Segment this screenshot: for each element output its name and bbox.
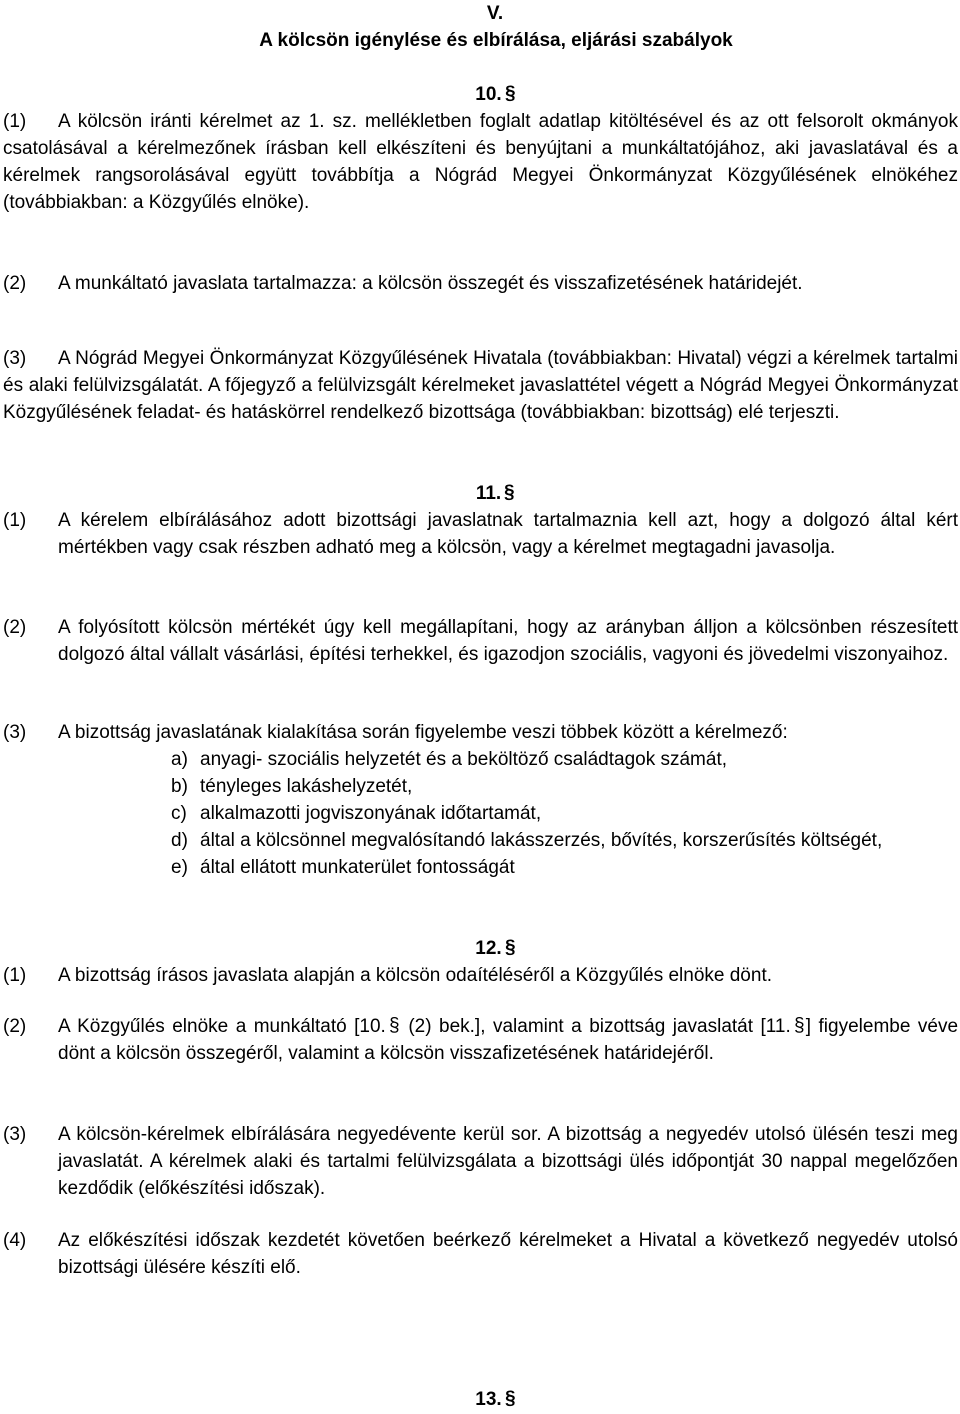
paragraph-text: A folyósított kölcsön mértékét úgy kell megállapítani, hogy az arányban álljon a kölcsönben részesített dolgozó által vállalt vásárlási, építési terhekkel, és igazodjon szociális, vagyoni és jövedelmi viszonyaihoz.: [58, 617, 958, 665]
svg-text:§: §: [388, 1016, 400, 1034]
paragraph-number: (1): [3, 111, 27, 132]
paragraph-12-1: [3, 962, 958, 989]
list-item-text: anyagi- szociális helyzetét és a beköltöző családtagok számát,: [200, 749, 727, 770]
section-heading-10: [0, 81, 960, 108]
paragraph-text: A bizottság javaslatának kialakítása során figyelembe veszi többek között a kérelmező:: [58, 722, 788, 743]
paragraph-12-3: [3, 1121, 958, 1202]
paragraph-11-3: [3, 719, 958, 746]
list-item: [171, 773, 958, 800]
paragraph-number: (2): [3, 273, 27, 294]
svg-text:§: §: [504, 483, 515, 501]
paragraph-11-2: [3, 614, 958, 668]
paragraph-number: (1): [3, 965, 27, 986]
paragraph-number: (2): [3, 1016, 27, 1037]
section-number: 10.: [475, 84, 502, 105]
svg-text:§: §: [793, 1016, 805, 1034]
paragraph-number: (1): [3, 510, 27, 531]
svg-text:§: §: [504, 84, 516, 102]
text-fragment: (2) bek.], valamint a bizottság javaslatát [11.: [408, 1016, 791, 1037]
paragraph-text: A munkáltató javaslata tartalmazza: a kölcsön összegét és visszafizetésének határidejét.: [58, 273, 803, 294]
section-sign-icon: [389, 1016, 401, 1034]
section-heading-13: [0, 1386, 960, 1413]
section-heading-12: [0, 935, 960, 962]
svg-text:§: §: [504, 1389, 516, 1407]
list-item-text: által ellátott munkaterület fontosságát: [200, 857, 515, 878]
list-item: [171, 827, 958, 854]
paragraph-text: A kölcsön iránti kérelmet az 1. sz. mellékletben foglalt adatlap kitöltésével és az ott felsorolt okmányok csatolásával a kérelmezőnek írásban kell elkészíteni és benyújtani a munkáltatójához, aki javaslatával és a kérelmek rangsorolásával együtt továbbítja a Nógrád Megyei Önkormányzat Közgyűlésének elnökéhez (továbbiakban: a Közgyűlés elnöke).: [3, 111, 958, 213]
paragraph-number: (3): [3, 348, 27, 369]
section-sign-icon: [504, 483, 516, 501]
paragraph-10-2: [3, 270, 958, 297]
text-fragment: ] figyelembe véve dönt a kölcsön összegéről, valamint a kölcsön visszafizetésének határidejéről.: [58, 1016, 959, 1064]
list-item-label: d): [171, 830, 188, 851]
paragraph-number: (4): [3, 1230, 27, 1251]
section-number: 11.: [475, 483, 502, 504]
chapter-title: A kölcsön igénylése és elbírálása, eljárási szabályok: [259, 30, 733, 51]
list-item-label: b): [171, 776, 188, 797]
paragraph-text: A kérelem elbírálásához adott bizottsági javaslatnak tartalmaznia kell azt, hogy a dolgozó által kért mértékben vagy csak részben adható meg a kölcsön, vagy a kérelmet megtagadni javasolja.: [58, 510, 958, 558]
paragraph-10-1: [3, 108, 958, 216]
list-item-label: a): [171, 749, 188, 770]
paragraph-12-2: [3, 1013, 958, 1067]
paragraph-11-1: [3, 507, 958, 561]
list-item-label: c): [171, 803, 187, 824]
section-sign-icon: [794, 1016, 806, 1034]
list-item-label: e): [171, 857, 188, 878]
list-item: [171, 854, 958, 881]
paragraph-number: (3): [3, 722, 27, 743]
paragraph-12-4: [3, 1227, 958, 1281]
paragraph-text: A kölcsön-kérelmek elbírálására negyedévente kerül sor. A bizottság a negyedév utolsó ülésén teszi meg javaslatát. A kérelmek alaki és tartalmi felülvizsgálata a bizottsági ülés időpontját 30 nappal megelőzően kezdődik (előkészítési időszak).: [58, 1124, 958, 1199]
paragraph-text: A Nógrád Megyei Önkormányzat Közgyűlésének Hivatala (továbbiakban: Hivatal) végzi a kérelmek tartalmi és alaki felülvizsgálatát. A főjegyző a felülvizsgált kérelmeket javaslattétel végett a Nógrád Megyei Önkormányzat Közgyűlésének feladat- és hatáskörrel rendelkező bizottsága (továbbiakban: bizottság) elé terjeszti.: [3, 348, 958, 423]
list-item-text: alkalmazotti jogviszonyának időtartamát,: [200, 803, 542, 824]
section-number: 13.: [475, 1389, 502, 1410]
section-number: 12.: [475, 938, 502, 959]
section-sign-icon: [505, 1389, 517, 1407]
list-item: [171, 746, 958, 773]
paragraph-10-3: [3, 345, 958, 426]
section-sign-icon: [505, 84, 517, 102]
text-fragment: A Közgyűlés elnöke a munkáltató [10.: [58, 1016, 386, 1037]
criteria-list: [171, 746, 958, 881]
list-item-text: által a kölcsönnel megvalósítandó lakásszerzés, bővítés, korszerűsítés költségét,: [200, 830, 883, 851]
paragraph-text: [58, 1013, 958, 1067]
list-item: [171, 800, 958, 827]
section-sign-icon: [505, 938, 517, 956]
section-heading-11: [0, 480, 960, 507]
paragraph-number: (3): [3, 1124, 27, 1145]
svg-text:§: §: [504, 938, 516, 956]
chapter-number: V.: [486, 3, 504, 24]
paragraph-text: Az előkészítési időszak kezdetét követően beérkező kérelmeket a Hivatal a következő negyedév utolsó bizottsági ülésére készíti elő.: [58, 1230, 958, 1278]
paragraph-number: (2): [3, 617, 27, 638]
list-item-text: tényleges lakáshelyzetét,: [200, 776, 413, 797]
paragraph-text: A bizottság írásos javaslata alapján a kölcsön odaítéléséről a Közgyűlés elnöke dönt.: [58, 965, 773, 986]
